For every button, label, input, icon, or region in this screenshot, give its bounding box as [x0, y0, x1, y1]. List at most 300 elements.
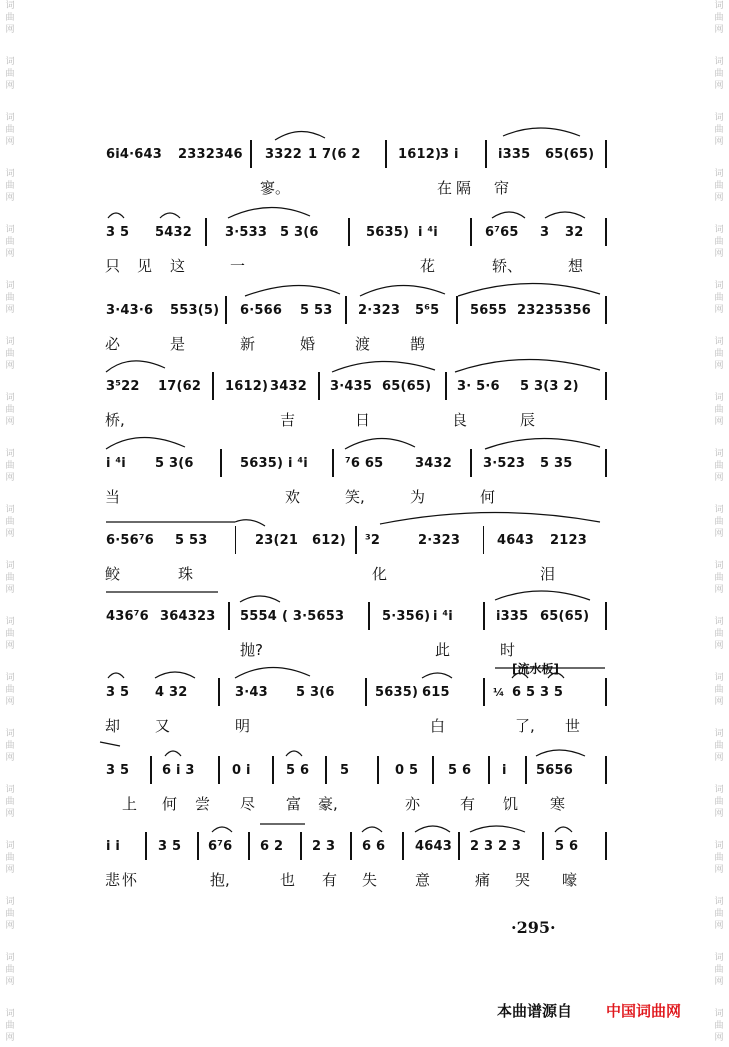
note-group: 5⁶5 [415, 303, 440, 318]
watermark-char: 曲 [5, 909, 15, 919]
note-group: i335 [498, 147, 531, 162]
lyric: 只 [105, 257, 121, 275]
note-group: 5·356) [382, 609, 431, 624]
note-group: 3·533 [225, 225, 268, 240]
watermark-char: 词 [5, 169, 15, 179]
watermark-char: 曲 [5, 629, 15, 639]
watermark-char: 曲 [714, 181, 724, 191]
lyric: 却 [105, 717, 121, 735]
note-group: 65(65) [382, 379, 432, 394]
note-group: 3 5 [106, 225, 130, 240]
watermark-char: 词 [5, 841, 15, 851]
lyric: 渡 [355, 335, 371, 353]
lyric: 抛? [240, 641, 263, 659]
watermark-char: 曲 [714, 965, 724, 975]
watermark-char: 曲 [5, 797, 15, 807]
watermark-char: 词 [714, 785, 724, 795]
notation-line [100, 678, 610, 708]
lyric: 想 [568, 257, 584, 275]
watermark-char: 曲 [714, 405, 724, 415]
barline [205, 218, 207, 246]
lyric: 当 [105, 488, 121, 506]
barline [485, 140, 487, 168]
note-group: i335 [496, 609, 529, 624]
watermark-char: 曲 [714, 349, 724, 359]
watermark-char: 词 [714, 169, 724, 179]
watermark-char: 词 [714, 1009, 724, 1019]
watermark-char: 网 [714, 697, 724, 707]
barline [355, 526, 357, 554]
watermark-char: 网 [5, 25, 15, 35]
lyrics-line [100, 564, 610, 586]
lyric: 欢 [285, 488, 301, 506]
watermark-char: 词 [714, 113, 724, 123]
note-group: 4643 [415, 839, 452, 854]
watermark-char: 网 [714, 473, 724, 483]
watermark-char: 曲 [5, 517, 15, 527]
note-group: 2 3 [312, 839, 336, 854]
note-group: 6⁷6 [208, 839, 233, 854]
note-group: 5 3(6 [296, 685, 335, 700]
lyric: 鹊 [410, 335, 426, 353]
watermark-char: 曲 [714, 13, 724, 23]
lyrics-line [100, 487, 610, 509]
note-group: 6 2 [260, 839, 284, 854]
watermark-char: 词 [5, 729, 15, 739]
lyric: 此 [435, 641, 451, 659]
lyric: 有 [322, 871, 338, 889]
lyric: 抱, [210, 871, 230, 889]
note-group: 3 5 [106, 763, 130, 778]
lyric: 新 [240, 335, 256, 353]
note-group: 6·56⁷6 [106, 533, 155, 548]
watermark-char: 曲 [5, 181, 15, 191]
barline [300, 832, 302, 860]
barline [525, 756, 527, 784]
lyric: 嚎 [562, 871, 578, 889]
note-group: 5656 [536, 763, 573, 778]
lyric: 饥 [503, 795, 519, 813]
barline [402, 832, 404, 860]
barline [605, 140, 607, 168]
barline [470, 449, 472, 477]
watermark-char: 词 [5, 1009, 15, 1019]
note-group: 5635) [375, 685, 419, 700]
watermark-char: 曲 [714, 1021, 724, 1031]
note-group: ³2 [365, 533, 381, 548]
watermark-char: 曲 [5, 965, 15, 975]
note-group: 5432 [155, 225, 192, 240]
watermark-char: 网 [714, 753, 724, 763]
lyric: 尝 [195, 795, 211, 813]
page-number: ·295· [511, 918, 556, 937]
notation-line [100, 526, 610, 556]
lyric: 悲 [105, 871, 121, 889]
watermark-char: 网 [714, 529, 724, 539]
lyrics-line [100, 334, 610, 356]
barline [605, 678, 607, 706]
lyric: 帘 [494, 179, 510, 197]
lyrics-line [100, 870, 610, 892]
note-group: 364323 [160, 609, 216, 624]
watermark-char: 网 [714, 977, 724, 987]
lyric: 豪, [318, 795, 338, 813]
lyric: 也 [280, 871, 296, 889]
note-group: 5554 [240, 609, 277, 624]
note-group: 23235356 [517, 303, 591, 318]
watermark-char: 曲 [714, 293, 724, 303]
lyric: 一 [230, 257, 246, 275]
note-group: 0 i [232, 763, 251, 778]
barline [377, 756, 379, 784]
note-group: i ⁴i [433, 609, 453, 624]
lyric: 寥。 [260, 179, 291, 197]
watermark-char: 曲 [714, 237, 724, 247]
watermark-char: 网 [5, 529, 15, 539]
note-group: i i [106, 839, 121, 854]
lyric: 哭 [515, 871, 531, 889]
barline [325, 756, 327, 784]
watermark-char: 曲 [714, 69, 724, 79]
watermark-char: 曲 [5, 461, 15, 471]
note-group: 0 5 [395, 763, 419, 778]
watermark-char: 词 [714, 561, 724, 571]
watermark-char: 网 [5, 361, 15, 371]
note-group: 6⁷65 [485, 225, 519, 240]
note-group: 5 [340, 763, 350, 778]
watermark-char: 网 [5, 1033, 15, 1043]
barline [432, 756, 434, 784]
note-group: 3 5 [158, 839, 182, 854]
note-group: 3·43·6 [106, 303, 154, 318]
watermark-char: 曲 [5, 125, 15, 135]
lyric: 有 [460, 795, 476, 813]
notation-line [100, 218, 610, 248]
watermark-char: 曲 [5, 405, 15, 415]
watermark-char: 词 [5, 505, 15, 515]
note-group: 615 [422, 685, 450, 700]
barline [272, 756, 274, 784]
lyric: 世 [565, 717, 581, 735]
barline [348, 218, 350, 246]
note-group: 1612) [225, 379, 269, 394]
watermark-char: 曲 [714, 797, 724, 807]
watermark-char: 网 [5, 865, 15, 875]
watermark-char: 网 [714, 25, 724, 35]
watermark-char: 曲 [5, 853, 15, 863]
watermark-char: 曲 [714, 573, 724, 583]
watermark-char: 网 [5, 585, 15, 595]
barline [248, 832, 250, 860]
watermark-char: 曲 [5, 69, 15, 79]
barline [605, 756, 607, 784]
lyric: 良 [452, 411, 468, 429]
lyrics-line [100, 410, 610, 432]
barline [150, 756, 152, 784]
watermark-char: 词 [714, 393, 724, 403]
barline [368, 602, 370, 630]
lyric: 吉 [280, 411, 296, 429]
barline [220, 449, 222, 477]
lyric: 泪 [540, 565, 556, 583]
watermark-char: 网 [714, 137, 724, 147]
lyric: 白 [430, 717, 446, 735]
watermark-char: 网 [714, 361, 724, 371]
watermark-char: 网 [5, 305, 15, 315]
note-group: i ⁴i [418, 225, 438, 240]
note-group: 65(65) [540, 609, 590, 624]
note-group: 5 3(6 [155, 456, 194, 471]
lyric: 时 [500, 641, 516, 659]
barline [318, 372, 320, 400]
watermark-char: 曲 [5, 293, 15, 303]
lyric: 见 [137, 257, 153, 275]
watermark-char: 词 [714, 281, 724, 291]
barline [605, 218, 607, 246]
note-group: 5635) [366, 225, 410, 240]
watermark-char: 网 [714, 865, 724, 875]
barline [218, 756, 220, 784]
watermark-char: 词 [5, 561, 15, 571]
note-group: ( 3·5653 [282, 609, 345, 624]
watermark-char: 曲 [714, 461, 724, 471]
watermark-char: 网 [5, 697, 15, 707]
watermark-char: 词 [714, 505, 724, 515]
watermark-column-left [0, 0, 20, 1047]
notation-line [100, 372, 610, 402]
note-group: 3⁵22 [106, 379, 140, 394]
barline [197, 832, 199, 860]
watermark-char: 网 [714, 1033, 724, 1043]
lyric: 花 [420, 257, 436, 275]
note-group: 6 i 3 [162, 763, 195, 778]
watermark-char: 词 [5, 337, 15, 347]
watermark-char: 词 [5, 449, 15, 459]
note-group: 2·323 [418, 533, 461, 548]
lyrics-line [100, 640, 610, 662]
note-group: 4 32 [155, 685, 188, 700]
barline [332, 449, 334, 477]
watermark-char: 网 [714, 81, 724, 91]
watermark-char: 网 [5, 193, 15, 203]
lyric: 意 [415, 871, 431, 889]
notation-line [100, 756, 610, 786]
note-group: 65(65) [545, 147, 595, 162]
lyric: 珠 [178, 565, 194, 583]
barline [605, 449, 607, 477]
lyric: 辰 [520, 411, 536, 429]
lyric: 是 [170, 335, 186, 353]
note-group: 2·323 [358, 303, 401, 318]
note-group: ⁷6 65 [345, 456, 384, 471]
watermark-char: 曲 [5, 13, 15, 23]
note-group: 3432 [270, 379, 307, 394]
watermark-char: 网 [5, 809, 15, 819]
note-group: 2123 [550, 533, 587, 548]
lyric: 富 [286, 795, 302, 813]
watermark-char: 曲 [714, 853, 724, 863]
watermark-char: 词 [714, 897, 724, 907]
barline [218, 678, 220, 706]
barline [488, 756, 490, 784]
note-group: 3·523 [483, 456, 526, 471]
watermark-char: 网 [5, 249, 15, 259]
lyric: 失 [362, 871, 378, 889]
note-group: 5635) [240, 456, 284, 471]
barline [542, 832, 544, 860]
watermark-char: 词 [5, 225, 15, 235]
notation-line [100, 140, 610, 170]
note-group: 2332346 [178, 147, 243, 162]
watermark-char: 词 [5, 57, 15, 67]
note-group: 5 53 [300, 303, 333, 318]
watermark-char: 网 [5, 921, 15, 931]
lyric: 怀 [122, 871, 138, 889]
lyric: 何 [480, 488, 496, 506]
lyrics-line [100, 256, 610, 278]
barline [350, 832, 352, 860]
barline [445, 372, 447, 400]
watermark-char: 曲 [5, 1021, 15, 1031]
barline [483, 678, 485, 706]
barline [145, 832, 147, 860]
note-group: 3 [540, 225, 550, 240]
watermark-char: 词 [5, 673, 15, 683]
note-group: 612) [312, 533, 346, 548]
barline [385, 140, 387, 168]
barline [605, 296, 607, 324]
note-group: i [502, 763, 507, 778]
lyric: 上 [122, 795, 138, 813]
lyric: 日 [355, 411, 371, 429]
lyric: 何 [162, 795, 178, 813]
watermark-char: 曲 [714, 125, 724, 135]
note-group: 5 6 [448, 763, 472, 778]
barline [483, 602, 485, 630]
watermark-char: 词 [5, 897, 15, 907]
source-label: 本曲谱源自 [497, 1002, 573, 1020]
lyric: 轿、 [492, 257, 523, 275]
watermark-char: 曲 [714, 517, 724, 527]
lyric: 婚 [300, 335, 316, 353]
note-group: 3· 5·6 [457, 379, 500, 394]
note-group: 5 3(6 [280, 225, 319, 240]
lyrics-line [100, 716, 610, 738]
note-group: 2 3 2 3 [470, 839, 522, 854]
watermark-char: 网 [5, 753, 15, 763]
note-group: 3432 [415, 456, 452, 471]
note-group: 5655 [470, 303, 507, 318]
watermark-char: 词 [714, 449, 724, 459]
lyric: 尽 [240, 795, 256, 813]
watermark-char: 词 [5, 1, 15, 11]
watermark-char: 词 [5, 113, 15, 123]
barline [345, 296, 347, 324]
note-group: i ⁴i [106, 456, 126, 471]
note-group: 3 5 [106, 685, 130, 700]
lyric: 笑, [345, 488, 365, 506]
notation-line [100, 296, 610, 326]
watermark-char: 词 [714, 57, 724, 67]
watermark-char: 曲 [714, 629, 724, 639]
note-group: i ⁴i [288, 456, 308, 471]
watermark-char: 曲 [714, 741, 724, 751]
barline [470, 218, 472, 246]
watermark-char: 网 [714, 249, 724, 259]
watermark-char: 网 [5, 473, 15, 483]
watermark-char: 曲 [5, 685, 15, 695]
barline [365, 678, 367, 706]
notation-line [100, 832, 610, 862]
note-group: 436⁷6 [106, 609, 149, 624]
watermark-char: 网 [714, 809, 724, 819]
watermark-char: 曲 [5, 573, 15, 583]
tempo-label: [流水板] [512, 662, 559, 676]
watermark-char: 网 [5, 81, 15, 91]
lyrics-line [100, 178, 610, 200]
note-group: 553(5) [170, 303, 220, 318]
lyric: 隔 [456, 179, 472, 197]
lyric: 化 [372, 565, 388, 583]
note-group: 3322 [265, 147, 302, 162]
watermark-char: 词 [5, 617, 15, 627]
lyric: 明 [235, 717, 251, 735]
watermark-char: 网 [714, 585, 724, 595]
lyric: 必 [105, 335, 121, 353]
lyric: 寒 [550, 795, 566, 813]
watermark-char: 词 [5, 281, 15, 291]
watermark-char: 词 [5, 785, 15, 795]
watermark-char: 曲 [714, 685, 724, 695]
notation-line [100, 602, 610, 632]
barline [483, 526, 484, 554]
watermark-char: 网 [714, 417, 724, 427]
watermark-char: 曲 [5, 349, 15, 359]
lyric: 亦 [405, 795, 421, 813]
watermark-char: 网 [5, 137, 15, 147]
barline [250, 140, 252, 168]
watermark-char: 网 [714, 921, 724, 931]
note-group: 6·566 [240, 303, 283, 318]
lyric: 又 [155, 717, 171, 735]
lyric: 桥, [105, 411, 125, 429]
note-group: 5 3(3 2) [520, 379, 579, 394]
lyric: 这 [170, 257, 186, 275]
lyrics-line [100, 794, 610, 816]
watermark-char: 曲 [5, 741, 15, 751]
note-group: 5 6 [286, 763, 310, 778]
note-group: 17(62 [158, 379, 202, 394]
watermark-char: 词 [714, 225, 724, 235]
note-group: 5 53 [175, 533, 208, 548]
watermark-char: 曲 [5, 237, 15, 247]
barline [605, 832, 607, 860]
note-group: 3·435 [330, 379, 373, 394]
barline [235, 526, 236, 554]
lyric: 在 [437, 179, 453, 197]
note-group: 5 6 [555, 839, 579, 854]
watermark-char: 网 [714, 305, 724, 315]
note-group: 6 5 3 5 [512, 685, 564, 700]
note-group: 23(21 [255, 533, 299, 548]
watermark-char: 词 [714, 617, 724, 627]
note-group: 6i4·643 [106, 147, 163, 162]
watermark-char: 词 [5, 953, 15, 963]
lyric: 痛 [475, 871, 491, 889]
note-group: 5 35 [540, 456, 573, 471]
barline [605, 372, 607, 400]
site-name: 中国词曲网 [606, 1002, 682, 1020]
